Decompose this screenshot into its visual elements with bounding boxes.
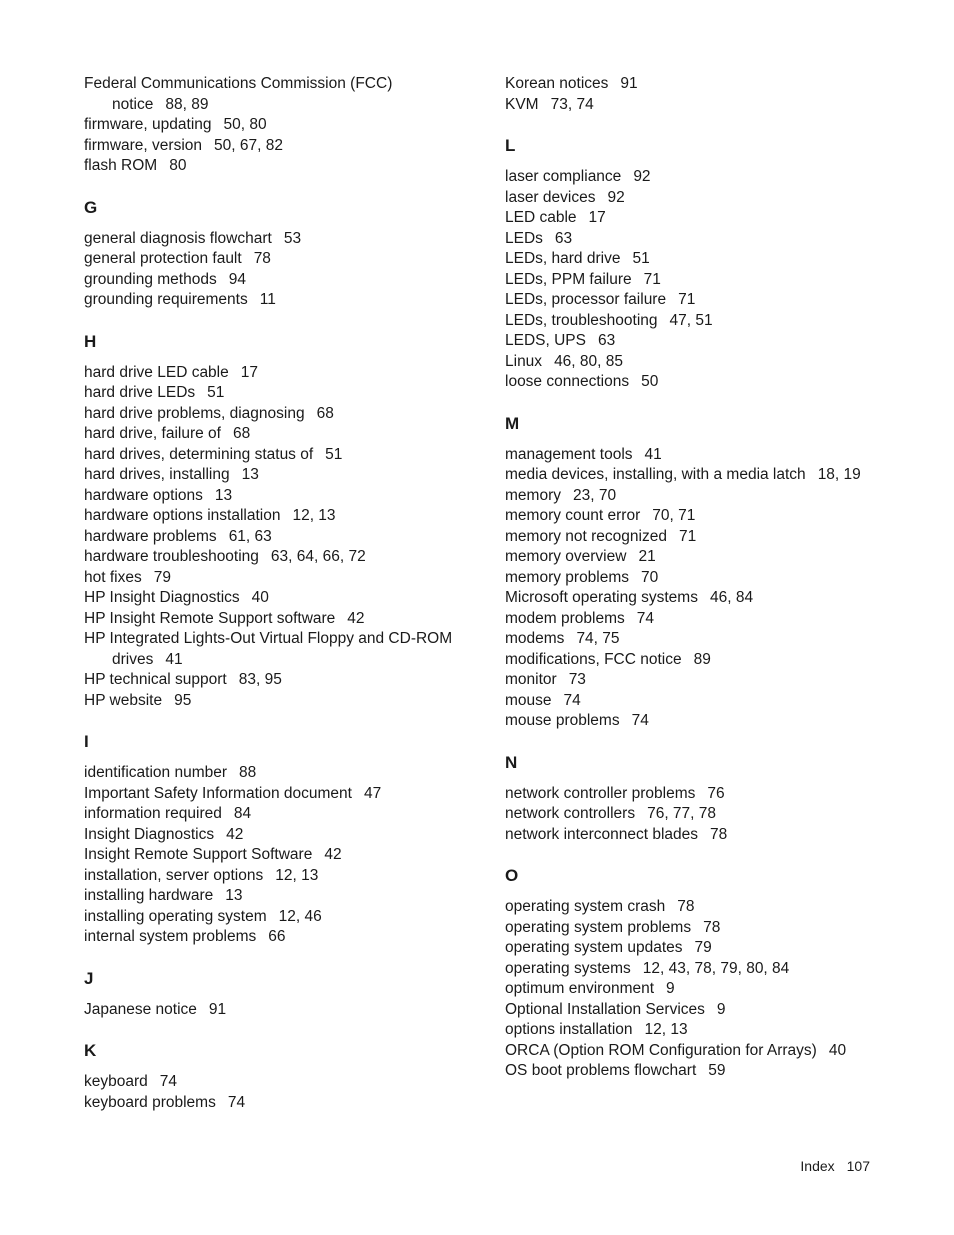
index-term: HP website bbox=[84, 691, 163, 709]
index-page-refs[interactable]: 13 bbox=[214, 486, 233, 504]
index-term-continuation-text: notice bbox=[112, 95, 154, 113]
index-term: optimum environment bbox=[505, 980, 655, 997]
index-term: internal system problems bbox=[84, 928, 257, 945]
index-term: modifications, FCC notice bbox=[505, 650, 682, 668]
index-page-refs[interactable]: 51 bbox=[325, 445, 343, 463]
index-page-refs[interactable]: 71 bbox=[678, 291, 696, 308]
index-entry bbox=[84, 404, 464, 425]
index-page-refs[interactable]: 94 bbox=[228, 270, 246, 288]
index-entry bbox=[505, 465, 925, 486]
index-page-refs[interactable]: 9 bbox=[666, 980, 675, 997]
index-entry bbox=[84, 270, 464, 291]
index-entry bbox=[505, 270, 925, 291]
index-page-refs[interactable]: 71 bbox=[678, 527, 697, 545]
index-page-refs[interactable]: 73, 74 bbox=[550, 95, 594, 113]
index-page-refs[interactable]: 59 bbox=[708, 1062, 726, 1079]
index-page-refs[interactable]: 63, 64, 66, 72 bbox=[270, 548, 366, 565]
index-page-refs[interactable]: 41 bbox=[165, 650, 183, 668]
index-term-continuation bbox=[84, 650, 464, 671]
index-entry bbox=[84, 609, 464, 630]
index-column-right bbox=[505, 74, 925, 1082]
index-page-refs[interactable]: 84 bbox=[233, 805, 252, 822]
index-page-refs[interactable]: 17 bbox=[588, 209, 606, 226]
index-term-continuation bbox=[84, 95, 464, 116]
index-page-refs[interactable]: 47 bbox=[363, 784, 382, 802]
index-term: management tools bbox=[505, 445, 633, 463]
index-page-refs[interactable]: 68 bbox=[233, 425, 251, 442]
index-term: Insight Remote Support Software bbox=[84, 846, 313, 863]
index-term: operating system crash bbox=[505, 898, 666, 915]
index-term: hardware options installation bbox=[84, 507, 281, 524]
index-term: HP Insight Diagnostics bbox=[84, 589, 240, 606]
index-entry bbox=[505, 506, 925, 527]
index-term: Federal Communications Commission (FCC) bbox=[84, 75, 393, 92]
index-entry bbox=[84, 886, 464, 907]
index-page-refs[interactable]: 74 bbox=[227, 1093, 246, 1111]
index-term: installation, server options bbox=[84, 866, 264, 884]
index-letter-heading: J bbox=[84, 968, 94, 988]
index-page-refs[interactable]: 12, 13 bbox=[644, 1021, 688, 1038]
index-term: grounding methods bbox=[84, 270, 217, 288]
index-term: keyboard bbox=[84, 1073, 148, 1090]
index-entry bbox=[84, 506, 464, 527]
index-term: LEDS, UPS bbox=[505, 332, 586, 349]
index-page-refs[interactable]: 88, 89 bbox=[165, 95, 209, 113]
index-term: hard drives, installing bbox=[84, 466, 230, 483]
index-entry bbox=[84, 927, 464, 948]
index-entry bbox=[84, 465, 464, 486]
index-term: LEDs, PPM failure bbox=[505, 270, 632, 288]
index-term-continuation-text: drives bbox=[112, 650, 154, 668]
index-term: LED cable bbox=[505, 209, 577, 226]
index-entry bbox=[84, 290, 464, 311]
index-term: LEDs, troubleshooting bbox=[505, 311, 658, 329]
index-entry bbox=[84, 1072, 464, 1093]
index-term: Japanese notice bbox=[84, 1000, 197, 1018]
index-term: general protection fault bbox=[84, 250, 242, 267]
index-term: options installation bbox=[505, 1021, 633, 1038]
index-entry bbox=[84, 784, 464, 805]
index-page-refs[interactable]: 63 bbox=[554, 229, 573, 247]
index-entry bbox=[505, 74, 925, 95]
index-entry bbox=[84, 845, 464, 866]
index-page-refs[interactable]: 92 bbox=[633, 168, 651, 185]
index-term: Insight Diagnostics bbox=[84, 825, 215, 843]
index-page-refs[interactable]: 80 bbox=[169, 157, 187, 174]
index-entry bbox=[505, 1041, 925, 1062]
index-entry bbox=[505, 588, 925, 609]
index-entry bbox=[505, 445, 925, 466]
index-entry bbox=[84, 588, 464, 609]
index-term: information required bbox=[84, 805, 222, 822]
index-term: firmware, version bbox=[84, 136, 202, 154]
index-entry bbox=[505, 804, 925, 825]
index-page-refs[interactable]: 74 bbox=[631, 712, 649, 729]
index-term: mouse problems bbox=[505, 712, 620, 729]
index-term: Optional Installation Services bbox=[505, 1000, 705, 1018]
index-entry bbox=[505, 711, 925, 732]
index-page-refs[interactable]: 79 bbox=[153, 568, 171, 586]
index-page-refs[interactable]: 53 bbox=[283, 229, 302, 247]
index-term: Important Safety Information document bbox=[84, 784, 352, 802]
index-page-refs[interactable]: 88 bbox=[239, 764, 257, 781]
index-entry bbox=[505, 650, 925, 671]
index-term: hard drive problems, diagnosing bbox=[84, 404, 305, 422]
index-entry bbox=[505, 1061, 925, 1082]
index-entry bbox=[505, 547, 925, 568]
index-entry bbox=[505, 1020, 925, 1041]
index-term: network interconnect blades bbox=[505, 825, 699, 843]
index-term: HP Integrated Lights-Out Virtual Floppy and CD-ROM bbox=[84, 630, 453, 647]
index-entry bbox=[505, 331, 925, 352]
index-entry bbox=[505, 208, 925, 229]
index-entry bbox=[84, 156, 464, 177]
index-page-refs[interactable]: 41 bbox=[644, 445, 662, 463]
index-term: LEDs bbox=[505, 229, 543, 247]
index-page-refs[interactable]: 78 bbox=[703, 918, 721, 936]
index-page-refs[interactable]: 50 bbox=[641, 373, 659, 390]
index-entry bbox=[505, 249, 925, 270]
index-entry bbox=[84, 629, 464, 670]
index-entry bbox=[84, 136, 464, 157]
index-term: network controllers bbox=[505, 805, 636, 822]
index-term: network controller problems bbox=[505, 784, 696, 802]
index-page-refs[interactable]: 46, 84 bbox=[709, 589, 754, 606]
index-term: hard drive, failure of bbox=[84, 425, 221, 442]
index-page-refs[interactable]: 78 bbox=[253, 250, 271, 267]
index-term: OS boot problems flowchart bbox=[505, 1062, 697, 1079]
index-term: installing operating system bbox=[84, 907, 267, 925]
index-entry bbox=[84, 804, 464, 825]
index-term: hot fixes bbox=[84, 568, 142, 586]
index-letter-heading: M bbox=[505, 413, 520, 433]
index-entry bbox=[84, 1000, 464, 1021]
index-page-refs[interactable]: 12, 43, 78, 79, 80, 84 bbox=[642, 959, 790, 977]
index-entry bbox=[505, 979, 925, 1000]
index-page-refs[interactable]: 91 bbox=[208, 1000, 227, 1018]
index-page-refs[interactable]: 17 bbox=[240, 363, 258, 381]
index-page-refs[interactable]: 89 bbox=[693, 650, 711, 668]
index-term: HP Insight Remote Support software bbox=[84, 609, 336, 627]
index-entry bbox=[84, 691, 464, 712]
index-entry bbox=[505, 897, 925, 918]
index-entry bbox=[505, 609, 925, 630]
index-entry bbox=[84, 1093, 464, 1114]
index-page-refs[interactable]: 74, 75 bbox=[576, 630, 620, 647]
index-term: hardware troubleshooting bbox=[84, 548, 259, 565]
index-entry bbox=[84, 363, 464, 384]
index-term: hard drive LED cable bbox=[84, 363, 229, 381]
index-page-refs[interactable]: 18, 19 bbox=[817, 466, 861, 483]
index-term: laser devices bbox=[505, 188, 596, 206]
index-term: loose connections bbox=[505, 373, 630, 390]
index-page-refs[interactable]: 13 bbox=[241, 466, 259, 483]
index-term: operating system updates bbox=[505, 939, 683, 956]
index-term: Linux bbox=[505, 352, 543, 370]
index-page-refs[interactable]: 11 bbox=[259, 291, 276, 308]
index-entry bbox=[84, 74, 464, 115]
index-letter-heading: K bbox=[84, 1041, 97, 1060]
index-term: grounding requirements bbox=[84, 291, 248, 308]
index-entry bbox=[505, 352, 925, 373]
index-page-refs[interactable]: 74 bbox=[159, 1073, 178, 1090]
index-page-refs[interactable]: 70, 71 bbox=[652, 507, 696, 524]
index-page-refs[interactable]: 50, 67, 82 bbox=[214, 136, 283, 154]
index-entry bbox=[84, 527, 464, 548]
index-entry bbox=[505, 629, 925, 650]
index-letter-heading: I bbox=[84, 732, 89, 751]
index-entry bbox=[84, 249, 464, 270]
index-entry bbox=[505, 938, 925, 959]
index-entry bbox=[84, 424, 464, 445]
index-term: memory problems bbox=[505, 568, 630, 586]
index-page-refs[interactable]: 13 bbox=[225, 887, 243, 904]
index-entry bbox=[505, 167, 925, 188]
index-term: laser compliance bbox=[505, 168, 622, 185]
index-entry bbox=[505, 311, 925, 332]
footer-section-label: Index bbox=[800, 1158, 835, 1174]
index-term: monitor bbox=[505, 671, 557, 688]
index-entry bbox=[505, 670, 925, 691]
index-page-refs[interactable]: 42 bbox=[324, 846, 342, 863]
index-page-refs[interactable]: 40 bbox=[828, 1041, 847, 1059]
footer-page-number: 107 bbox=[846, 1158, 870, 1174]
index-term: hardware options bbox=[84, 486, 203, 504]
index-page-refs[interactable]: 47, 51 bbox=[669, 311, 713, 329]
index-entry bbox=[505, 372, 925, 393]
index-page-refs[interactable]: 12, 13 bbox=[275, 866, 319, 884]
index-entry bbox=[84, 568, 464, 589]
index-page-refs[interactable]: 76, 77, 78 bbox=[647, 805, 717, 822]
index-term: mouse bbox=[505, 691, 552, 709]
index-page-refs[interactable]: 74 bbox=[636, 609, 654, 627]
index-term: identification number bbox=[84, 764, 228, 781]
index-entry bbox=[84, 907, 464, 928]
index-letter-heading: O bbox=[505, 866, 519, 885]
index-page-refs[interactable]: 68 bbox=[316, 404, 334, 422]
index-entry bbox=[505, 188, 925, 209]
index-entry bbox=[84, 670, 464, 691]
index-entry bbox=[84, 445, 464, 466]
index-page-refs[interactable]: 95 bbox=[174, 691, 192, 709]
index-page-refs[interactable]: 79 bbox=[694, 939, 712, 956]
index-term: modem problems bbox=[505, 609, 625, 627]
index-page-refs[interactable]: 92 bbox=[607, 188, 625, 206]
index-page-refs[interactable]: 51 bbox=[207, 384, 225, 401]
index-page-refs[interactable]: 40 bbox=[251, 589, 269, 606]
index-page-refs[interactable]: 46, 80, 85 bbox=[554, 352, 624, 370]
index-term: keyboard problems bbox=[84, 1093, 216, 1111]
index-entry bbox=[84, 486, 464, 507]
index-page-refs[interactable]: 12, 46 bbox=[278, 907, 322, 925]
page-footer bbox=[800, 1158, 870, 1174]
index-column-left bbox=[84, 74, 464, 1113]
index-entry bbox=[505, 959, 925, 980]
index-term: memory bbox=[505, 486, 561, 504]
index-term: LEDs, processor failure bbox=[505, 291, 667, 308]
index-letter-heading: G bbox=[84, 197, 98, 217]
index-entry bbox=[84, 763, 464, 784]
index-term: LEDs, hard drive bbox=[505, 250, 621, 267]
index-page-refs[interactable]: 50, 80 bbox=[223, 116, 267, 133]
index-entry bbox=[505, 1000, 925, 1021]
index-entry bbox=[505, 229, 925, 250]
index-page-refs[interactable]: 23, 70 bbox=[572, 486, 617, 504]
index-page-refs[interactable]: 74 bbox=[563, 691, 581, 709]
index-page-refs[interactable]: 63 bbox=[597, 332, 616, 349]
index-entry bbox=[505, 784, 925, 805]
index-page-refs[interactable]: 61, 63 bbox=[228, 527, 272, 545]
index-page-refs[interactable]: 83, 95 bbox=[238, 671, 282, 688]
index-term: hardware problems bbox=[84, 527, 217, 545]
index-term: memory count error bbox=[505, 507, 641, 524]
index-page-refs[interactable]: 21 bbox=[638, 548, 656, 565]
index-entry bbox=[84, 383, 464, 404]
index-letter-heading: L bbox=[505, 136, 516, 155]
index-term: firmware, updating bbox=[84, 116, 212, 133]
index-entry bbox=[505, 527, 925, 548]
index-letter-heading: H bbox=[84, 331, 97, 351]
index-page-refs[interactable]: 70 bbox=[641, 568, 659, 586]
index-term: ORCA (Option ROM Configuration for Arrays) bbox=[505, 1041, 817, 1059]
index-entry bbox=[84, 547, 464, 568]
index-entry bbox=[84, 229, 464, 250]
index-term: operating systems bbox=[505, 959, 631, 977]
index-page-refs[interactable]: 91 bbox=[620, 75, 638, 92]
index-page-refs[interactable]: 78 bbox=[677, 898, 695, 915]
index-entry bbox=[84, 866, 464, 887]
index-page-refs[interactable]: 73 bbox=[568, 671, 586, 688]
index-page-refs[interactable]: 42 bbox=[226, 825, 244, 843]
index-term: installing hardware bbox=[84, 887, 214, 904]
index-page-refs[interactable]: 78 bbox=[710, 825, 728, 843]
index-term: memory overview bbox=[505, 548, 627, 565]
index-term: operating system problems bbox=[505, 918, 692, 936]
index-term: flash ROM bbox=[84, 157, 158, 174]
index-entry bbox=[505, 486, 925, 507]
index-entry bbox=[505, 290, 925, 311]
index-term: hard drives, determining status of bbox=[84, 445, 314, 463]
index-page-refs[interactable]: 42 bbox=[347, 609, 365, 627]
index-term: HP technical support bbox=[84, 671, 227, 688]
index-page-refs[interactable]: 51 bbox=[632, 250, 650, 267]
index-page-refs[interactable]: 71 bbox=[643, 270, 661, 288]
index-entry bbox=[505, 95, 925, 116]
index-term: Korean notices bbox=[505, 75, 609, 92]
index-term: Microsoft operating systems bbox=[505, 589, 698, 606]
index-entry bbox=[505, 568, 925, 589]
index-term: media devices, installing, with a media latch bbox=[505, 466, 806, 483]
index-letter-heading: N bbox=[505, 752, 518, 772]
index-page-refs[interactable]: 66 bbox=[268, 928, 286, 945]
index-page-refs[interactable]: 76 bbox=[707, 784, 725, 802]
index-entry bbox=[505, 825, 925, 846]
index-term: modems bbox=[505, 630, 565, 647]
index-term: memory not recognized bbox=[505, 527, 667, 545]
index-term: KVM bbox=[505, 95, 539, 113]
index-term: hard drive LEDs bbox=[84, 384, 196, 401]
index-page-refs[interactable]: 12, 13 bbox=[292, 507, 336, 524]
index-term: general diagnosis flowchart bbox=[84, 229, 272, 247]
index-page-refs[interactable]: 9 bbox=[716, 1000, 726, 1018]
index-entry bbox=[505, 691, 925, 712]
index-entry bbox=[84, 115, 464, 136]
index-entry bbox=[505, 918, 925, 939]
index-entry bbox=[84, 825, 464, 846]
